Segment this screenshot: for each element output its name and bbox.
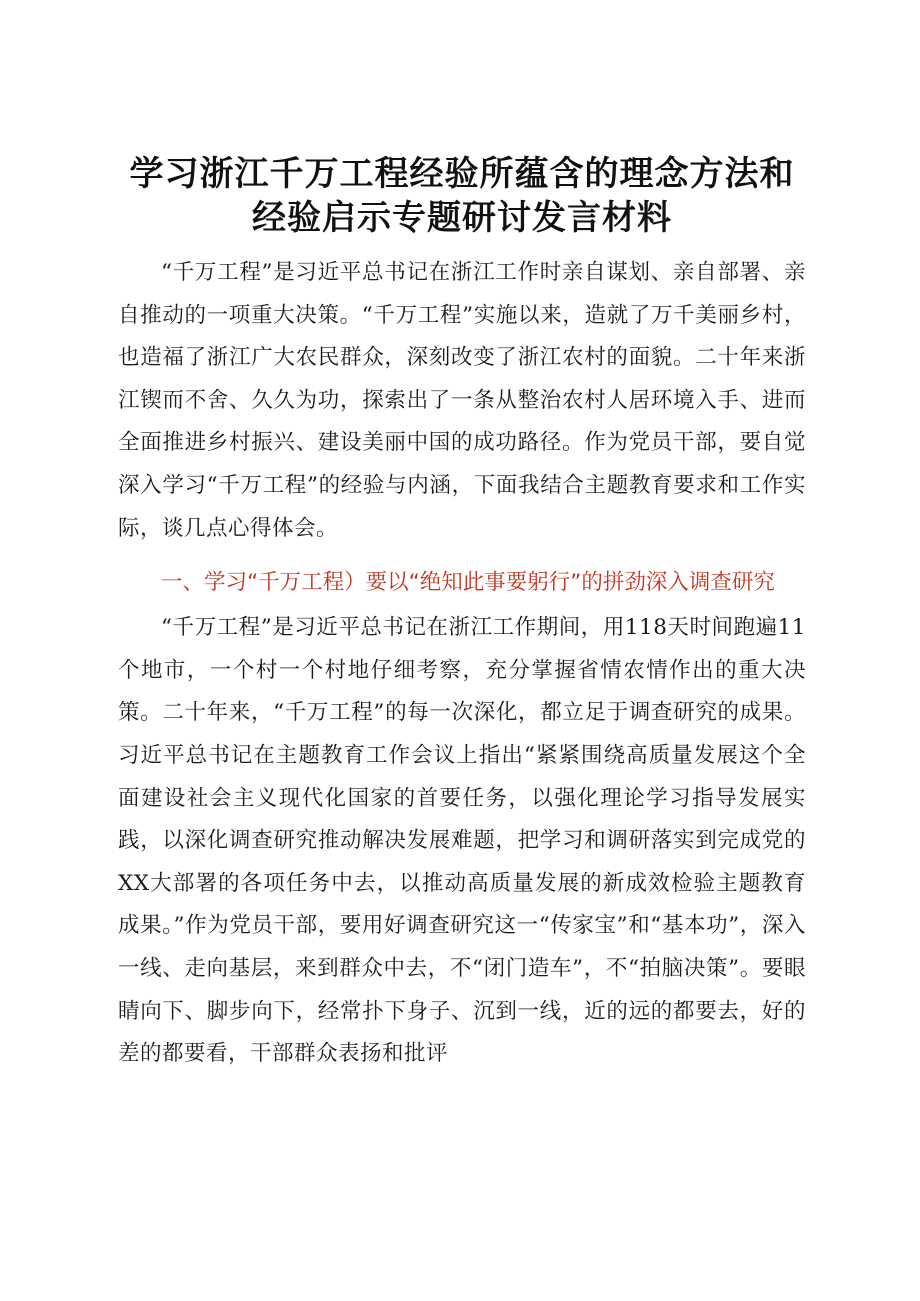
document-page <box>118 152 806 1076</box>
intro-paragraph: “千万工程”是习近平总书记在浙江工作时亲自谋划、亲自部署、亲自推动的一项重大决策。“千万工程”实施以来，造就了万千美丽乡村，也造福了浙江广大农民群众，深刻改变了浙江农村的面貌。二十年来浙江锲而不舍、久久为功，探索出了一条从整治农村人居环境入手、进而全面推进乡村振兴、建设美丽中国的成功路径。作为党员干部，要自觉深入学习“千万工程”的经验与内涵，下面我结合主题教育要求和工作实际，谈几点心得体会。 <box>118 260 806 541</box>
section-heading-1: 一、学习“千万工程）要以“绝知此事要躬行”的拼劲深入调查研究 <box>161 570 775 596</box>
section-1-paragraph: “千万工程”是习近平总书记在浙江工作期间，用118天时间跑遍11个地市，一个村一个村地仔细考察，充分掌握省情农情作出的重大决策。二十年来，“千万工程”的每一次深化，都立足于调查研究的成果。习近平总书记在主题教育工作会议上指出“紧紧围绕高质量发展这个全面建设社会主义现代化国家的首要任务，以强化理论学习指导发展实践，以深化调查研究推动解决发展难题，把学习和调研落实到完成党的XX大部署的各项任务中去，以推动高质量发展的新成效检验主题教育成果。”作为党员干部，要用好调查研究这一“传家宝”和“基本功”，深入一线、走向基层，来到群众中去，不“闭门造车”，不“拍脑决策”。要眼睛向下、脚步向下，经常扑下身子、沉到一线，近的远的都要去，好的差的都要看，干部群众表扬和批评 <box>118 615 806 1067</box>
document-title: 学习浙江千万工程经验所蕴含的理念方法和经验启示专题研讨发言材料 <box>129 154 795 238</box>
